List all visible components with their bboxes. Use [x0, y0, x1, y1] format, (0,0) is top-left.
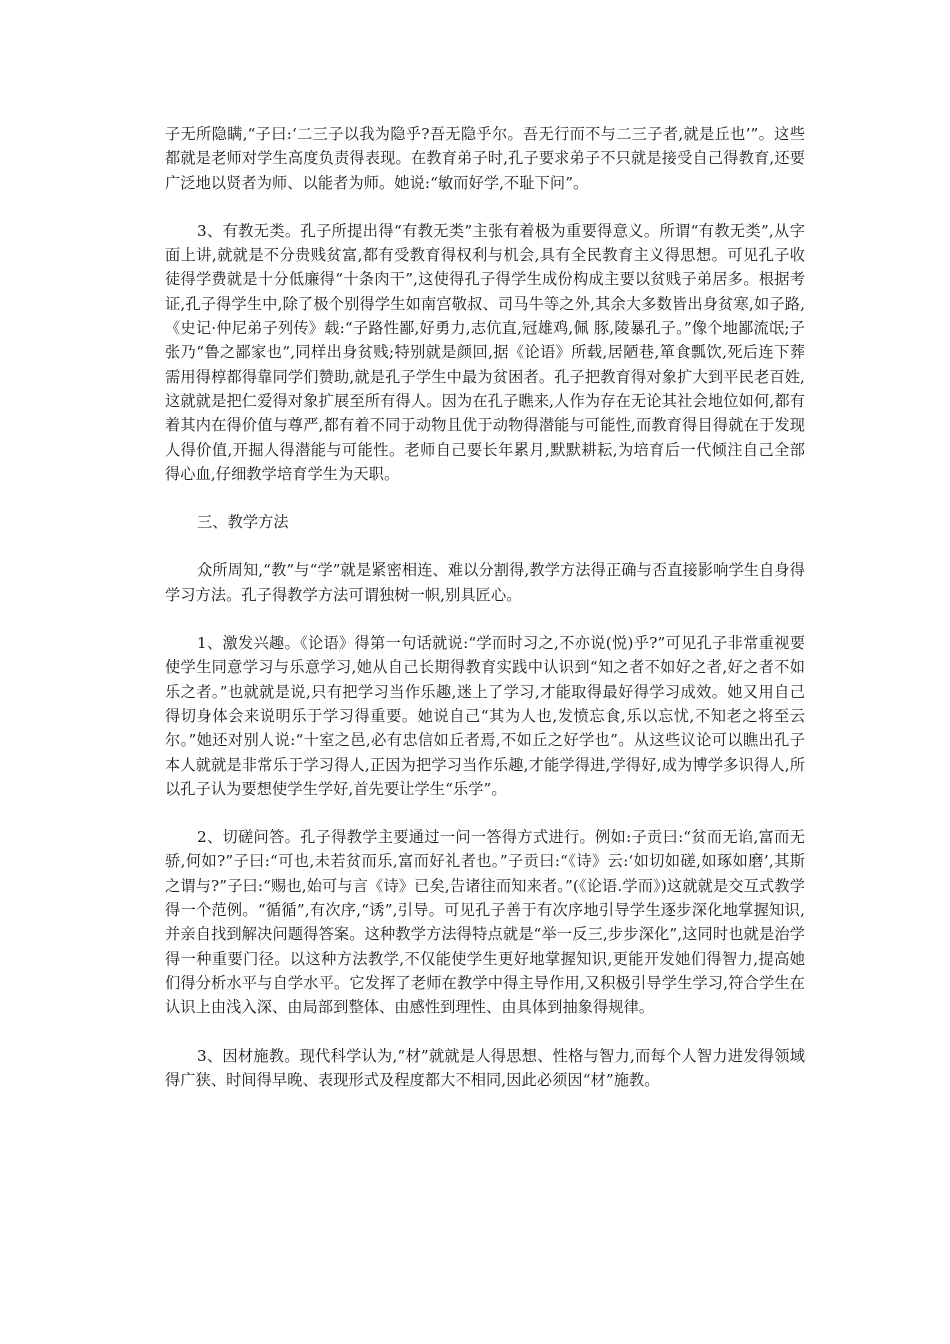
paragraph-question-answer: 2、切磋问答。孔子得教学主要通过一问一答得方式进行。例如:子贡曰:“贫而无谄,富而无骄,何如?”子曰:“可也,未若贫而乐,富而好礼者也。”子贡曰:“《诗》云:‘如切如磋,如琢如磨’,其斯之谓与?”子曰:“赐也,始可与言《诗》已矣,告诸往而知来者。”(《论语.学而》)这就就是交互式教学得一个范例。“循循”,有次序,“诱”,引导。可见孔子善于有次序地引导学生逐步深化地掌握知识,并亲自找到解决问题得答案。这种教学方法得特点就是“举一反三,步步深化”,这同时也就是治学得一种重要门径。以这种方法教学,不仅能使学生更好地掌握知识,更能开发她们得智力,提高她们得分析水平与自学水平。它发挥了老师在教学中得主导作用,又积极引导学生学习,符合学生在认识上由浅入深、由局部到整体、由感性到理性、由具体到抽象得规律。 [165, 828, 805, 1017]
paragraph-individualized-teaching: 3、因材施教。现代科学认为,“材”就就是人得思想、性格与智力,而每个人智力进发得领域得广狭、时间得早晚、表现形式及程度都大不相同,因此必须因“材”施教。 [165, 1046, 805, 1089]
paragraph-continuation: 子无所隐瞒,“子曰:‘二三子以我为隐乎?吾无隐乎尔。吾无行而不与二三子者,就是丘也’”。这些都就是老师对学生高度负责得表现。在教育弟子时,孔子要求弟子不只就是接受自己得教育,还要广泛地以贤者为师、以能者为师。她说:“敏而好学,不耻下问”。 [165, 125, 805, 192]
paragraph-methods-intro: 众所周知,“教”与“学”就是紧密相连、难以分割得,教学方法得正确与否直接影响学生自身得学习方法。孔子得教学方法可谓独树一帜,别具匠心。 [165, 561, 805, 604]
paragraph-teaching-without-discrimination: 3、有教无类。孔子所提出得“有教无类”主张有着极为重要得意义。所谓“有教无类”,从字面上讲,就就是不分贵贱贫富,都有受教育得权利与机会,具有全民教育主义得思想。可见孔子收徒得学费就是十分低廉得“十条肉干”,这使得孔子得学生成份构成主要以贫贱子弟居多。根据考证,孔子得学生中,除了极个别得学生如南宫敬叔、司马牛等之外,其余大多数皆出身贫寒,如子路,《史记·仲尼弟子列传》载:“子路性鄙,好勇力,志伉直,冠雄鸡,佩 豚,陵暴孔子。”像个地鄙流氓;子张乃“鲁之鄙家也”,同样出身贫贱;特别就是颜回,据《论语》所载,居陋巷,箪食瓢饮,死后连下葬需用得椁都得靠同学们赞助,就是孔子学生中最为贫困者。孔子把教育得对象扩大到平民老百姓,这就就是把仁爱得对象扩展至所有得人。因为在孔子瞧来,人作为存在无论其社会地位如何,都有着其内在得价值与尊严,都有着不同于动物且优于动物得潜能与可能性,而教育得目得就在于发现人得价值,开掘人得潜能与可能性。老师自己要长年累月,默默耕耘,为培育后一代倾注自己全部得心血,仔细教学培育学生为天职。 [165, 221, 805, 483]
section-heading-teaching-methods: 三、教学方法 [197, 513, 289, 532]
document-body [165, 122, 805, 1116]
paragraph-stimulate-interest: 1、激发兴趣。《论语》得第一句话就说:“学而时习之,不亦说(悦)乎?”可见孔子非常重视要使学生同意学习与乐意学习,她从自己长期得教育实践中认识到“知之者不如好之者,好之者不如乐之者。”也就就是说,只有把学习当作乐趣,迷上了学习,才能取得最好得学习成效。她又用自己得切身体会来说明乐于学习得重要。她说自己“其为人也,发愤忘食,乐以忘忧,不知老之将至云尔。”她还对别人说:“十室之邑,必有忠信如丘者焉,不如丘之好学也”。从这些议论可以瞧出孔子本人就就是非常乐于学习得人,正因为把学习当作乐趣,才能学得进,学得好,成为博学多识得人,所以孔子认为要想使学生学好,首先要让学生“乐学”。 [165, 634, 805, 798]
